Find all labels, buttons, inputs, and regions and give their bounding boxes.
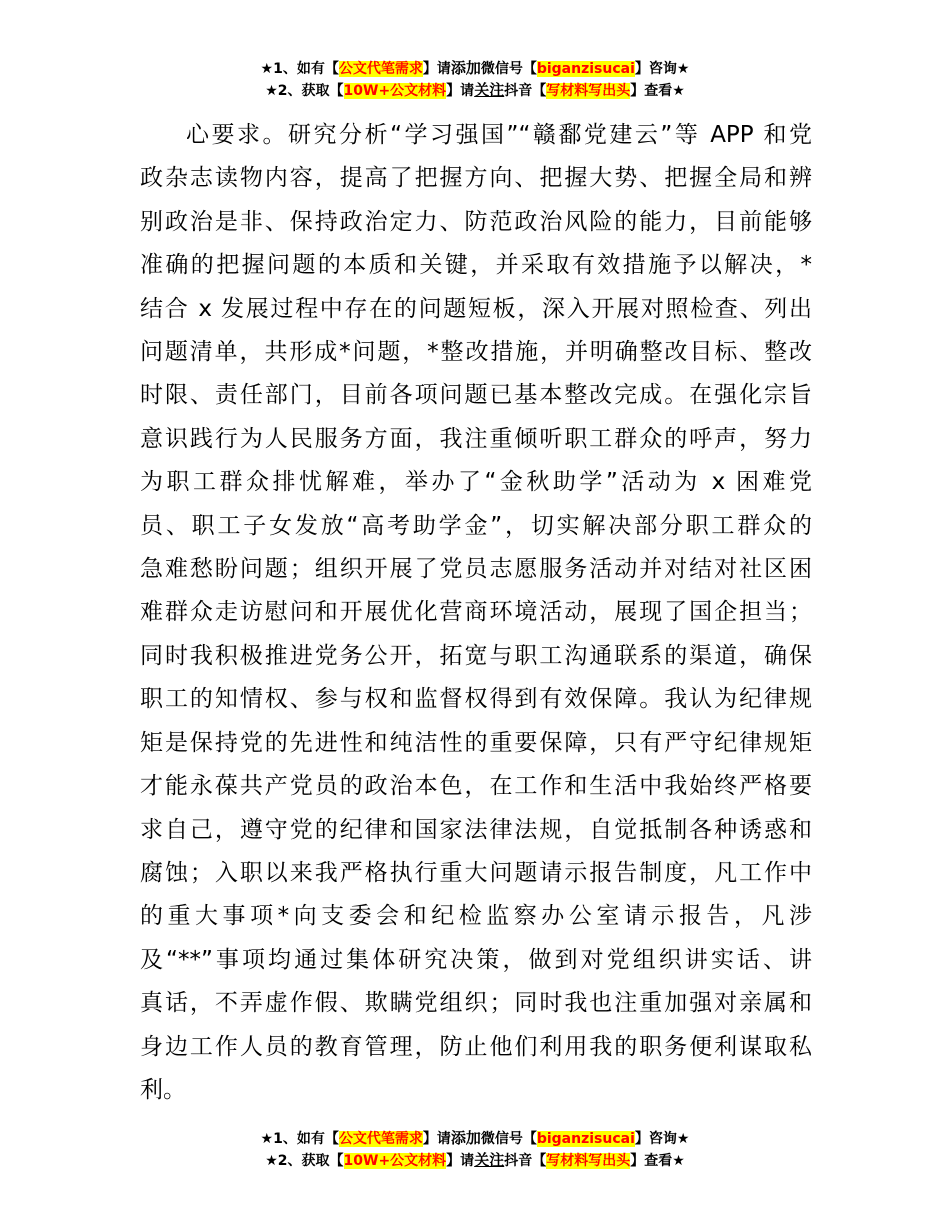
body-line-7: 时限、责任部门，目前各项问题已基本整改完成。在强化宗旨 — [140, 382, 812, 409]
footer-line2-highlight-douyin: 写材料写出头 — [546, 1153, 631, 1169]
body-line-22: 身边工作人员的教育管理，防止他们利用我的职务便利谋取私 — [140, 1033, 812, 1060]
banner-line2-emphasis: 关注 — [474, 81, 505, 99]
body-line-17: 求自己，遵守党的纪律和国家法律法规，自觉抵制各种诱惑和 — [140, 816, 812, 843]
banner-line1-mid: 】请 — [422, 61, 451, 77]
banner-line1-suffix: 】咨询★ — [634, 61, 690, 77]
body-line-18: 腐蚀；入职以来我严格执行重大问题请示报告制度，凡工作中 — [140, 859, 812, 886]
footer-line2-mid: 】请 — [446, 1153, 475, 1169]
body-line-1: 心要求。研究分析“学习强国”“赣鄱党建云”等 APP 和党 — [186, 122, 812, 148]
body-line-12: 难群众走访慰问和开展优化营商环境活动，展现了国企担当； — [140, 599, 812, 626]
body-line-23: 利。 — [140, 1076, 186, 1103]
banner-line1-mid2: 微信号【 — [480, 61, 537, 77]
body-line-13: 同时我积极推进党务公开，拓宽与职工沟通联系的渠道，确保 — [140, 642, 812, 669]
banner-line2-mid2: 抖音【 — [504, 83, 547, 99]
footer-line2-mid2: 抖音【 — [504, 1153, 547, 1169]
footer-line1-mid: 】请 — [422, 1131, 451, 1147]
footer-banner-line-1 — [0, 1128, 950, 1150]
body-line-16: 才能永葆共产党员的政治本色，在工作和生活中我始终严格要 — [140, 773, 812, 800]
footer-line2-emphasis: 关注 — [474, 1151, 505, 1169]
footer-line1-prefix: ★1、如有【 — [260, 1131, 339, 1147]
header-banner — [0, 58, 950, 102]
footer-line1-highlight-service: 公文代笔需求 — [338, 1131, 423, 1147]
footer-line1-emphasis: 添加 — [450, 1129, 481, 1147]
footer-line2-prefix: ★2、获取【 — [265, 1153, 344, 1169]
body-line-3: 别政治是非、保持政治定力、防范政治风险的能力，目前能够 — [140, 208, 812, 235]
banner-line2-mid: 】请 — [446, 83, 475, 99]
body-line-8: 意识践行为人民服务方面，我注重倾听职工群众的呼声，努力 — [140, 425, 812, 452]
footer-line1-highlight-wechat: biganzisucai — [536, 1131, 635, 1147]
body-line-21: 真话，不弄虚作假、欺瞒党组织；同时我也注重加强对亲属和 — [140, 990, 812, 1017]
body-line-4: 准确的把握问题的本质和关键，并采取有效措施予以解决，* — [140, 252, 812, 279]
body-line-6: 问题清单，共形成*问题，*整改措施，并明确整改目标、整改 — [140, 339, 812, 366]
banner-line-2 — [0, 80, 950, 102]
banner-line2-highlight-douyin: 写材料写出头 — [546, 83, 631, 99]
banner-line1-highlight-wechat: biganzisucai — [536, 61, 635, 77]
body-line-2: 政杂志读物内容，提高了把握方向、把握大势、把握全局和辨 — [140, 165, 812, 192]
banner-line2-prefix: ★2、获取【 — [265, 83, 344, 99]
body-line-11: 急难愁盼问题；组织开展了党员志愿服务活动并对结对社区困 — [140, 556, 812, 583]
document-body — [140, 114, 812, 1112]
footer-line1-mid2: 微信号【 — [480, 1131, 537, 1147]
banner-line1-prefix: ★1、如有【 — [260, 61, 339, 77]
footer-line2-suffix: 】查看★ — [630, 1153, 685, 1169]
body-line-10: 员、职工子女发放“高考助学金”，切实解决部分职工群众的 — [140, 512, 812, 539]
footer-banner — [0, 1128, 950, 1172]
body-line-19: 的重大事项*向支委会和纪检监察办公室请示报告，凡涉 — [140, 903, 812, 930]
footer-banner-line-2 — [0, 1150, 950, 1172]
body-line-20: 及“**”事项均通过集体研究决策，做到对党组织讲实话、讲 — [140, 946, 812, 973]
body-line-5: 结合 x 发展过程中存在的问题短板，深入开展对照检查、列出 — [140, 295, 812, 322]
banner-line1-emphasis: 添加 — [450, 59, 481, 77]
footer-line1-suffix: 】咨询★ — [634, 1131, 690, 1147]
banner-line2-highlight-materials: 10W+公文材料 — [343, 83, 447, 99]
banner-line1-highlight-service: 公文代笔需求 — [338, 61, 423, 77]
banner-line-1 — [0, 58, 950, 80]
body-line-9: 为职工群众排忧解难，举办了“金秋助学”活动为 x 困难党 — [140, 469, 812, 496]
body-line-14: 职工的知情权、参与权和监督权得到有效保障。我认为纪律规 — [140, 686, 812, 713]
banner-line2-suffix: 】查看★ — [630, 83, 685, 99]
body-line-15: 矩是保持党的先进性和纯洁性的重要保障，只有严守纪律规矩 — [140, 729, 812, 756]
footer-line2-highlight-materials: 10W+公文材料 — [343, 1153, 447, 1169]
